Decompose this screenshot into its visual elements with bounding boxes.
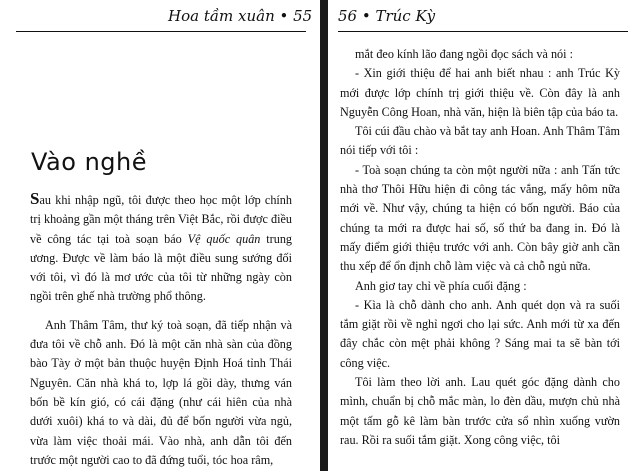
paragraph-text: au khi nhập ngũ, tôi được theo học một lớp chính trị khoảng gần một tháng trên Việt Bắc, rồi được điều về công tác tại toà soạn báo [30,193,292,246]
paragraph: Anh giơ tay chỉ về phía cuối đặng : [355,278,527,293]
right-body-text [340,45,620,450]
paragraph: - Kìa là chỗ dành cho anh. Anh quét dọn và ra suối tắm giặt rồi về nghỉ ngơi cho lại sức. Anh mới từ xa đến đây chắc còn mệt phải không ? Sáng mai ta sẽ bàn tới công việc. [340,297,620,370]
paragraph: - Toà soạn chúng ta còn một người nữa : anh Tấn tức nhà thơ Thôi Hữu hiện đi công tác vắng, mấy hôm nữa mới về. Như vậy, chúng ta hiện có bốn người. Báo của chúng ta mới ra được hai số, số thứ ba đang in. Đó là mấy điểm giới thiệu trước với anh. Còn bây giờ anh cần thu xếp để ổn định chỗ làm việc và cả chỗ ngủ nữa. [340,162,620,274]
right-page [328,0,642,471]
left-page [0,0,320,471]
right-header-rule [338,31,628,32]
paragraph [30,189,292,307]
right-running-header: 56 • Trúc Kỳ [338,7,436,25]
book-gutter [320,0,328,471]
paragraph: Tôi cúi đầu chào và bắt tay anh Hoan. Anh Thâm Tâm nói tiếp với tôi : [340,124,620,158]
paragraph: - Xin giới thiệu để hai anh biết nhau : anh Trúc Kỳ mới được lớp chính trị giới thiệu về. Còn đây là anh Nguyễn Công Hoan, nhà văn, hiện là biên tập của báo ta. [340,66,620,119]
paragraph: mắt đeo kính lão đang ngồi đọc sách và nói : [355,47,573,61]
left-body-text [30,189,292,470]
newspaper-title: Vệ quốc quân [187,231,261,246]
chapter-title: Vào nghề [31,148,147,176]
left-header-rule [16,31,306,32]
drop-cap: S [30,189,40,208]
paragraph: Anh Thâm Tâm, thư ký toà soạn, đã tiếp nhận và đưa tôi về chỗ anh. Đó là một căn nhà sàn của đồng bào Tày ở một bản thuộc huyện Định Hoá tỉnh Thái Nguyên. Căn nhà khá to, lợp lá gồi dày, thưng ván bốn bề kín gió, có cái đặng (như cái hiên của nhà dưới xuôi) khá to và dài, đủ để bốn người vừa ngủ, vừa làm việc thoải mái. Vào nhà, anh dẫn tôi đến trước một người cao to đã đứng tuổi, tóc hoa râm, [30,317,292,467]
paragraph: Tôi làm theo lời anh. Lau quét góc đặng dành cho mình, chuẩn bị chỗ mắc màn, lo đèn dầu, mượn chủ nhà một tấm gỗ kê làm bàn trước cửa sổ nhìn xuống vườn rau. Rồi ra suối tắm giặt. Xong công việc, tôi [340,375,620,447]
left-running-header: Hoa tầm xuân • 55 [168,7,313,25]
paragraph-text: trung ương. Được về làm báo là một điều sung sướng đối với tôi, vì đó là mơ ước của tôi từ những ngày còn ngồi trên ghế nhà trường phổ thông. [30,231,293,304]
